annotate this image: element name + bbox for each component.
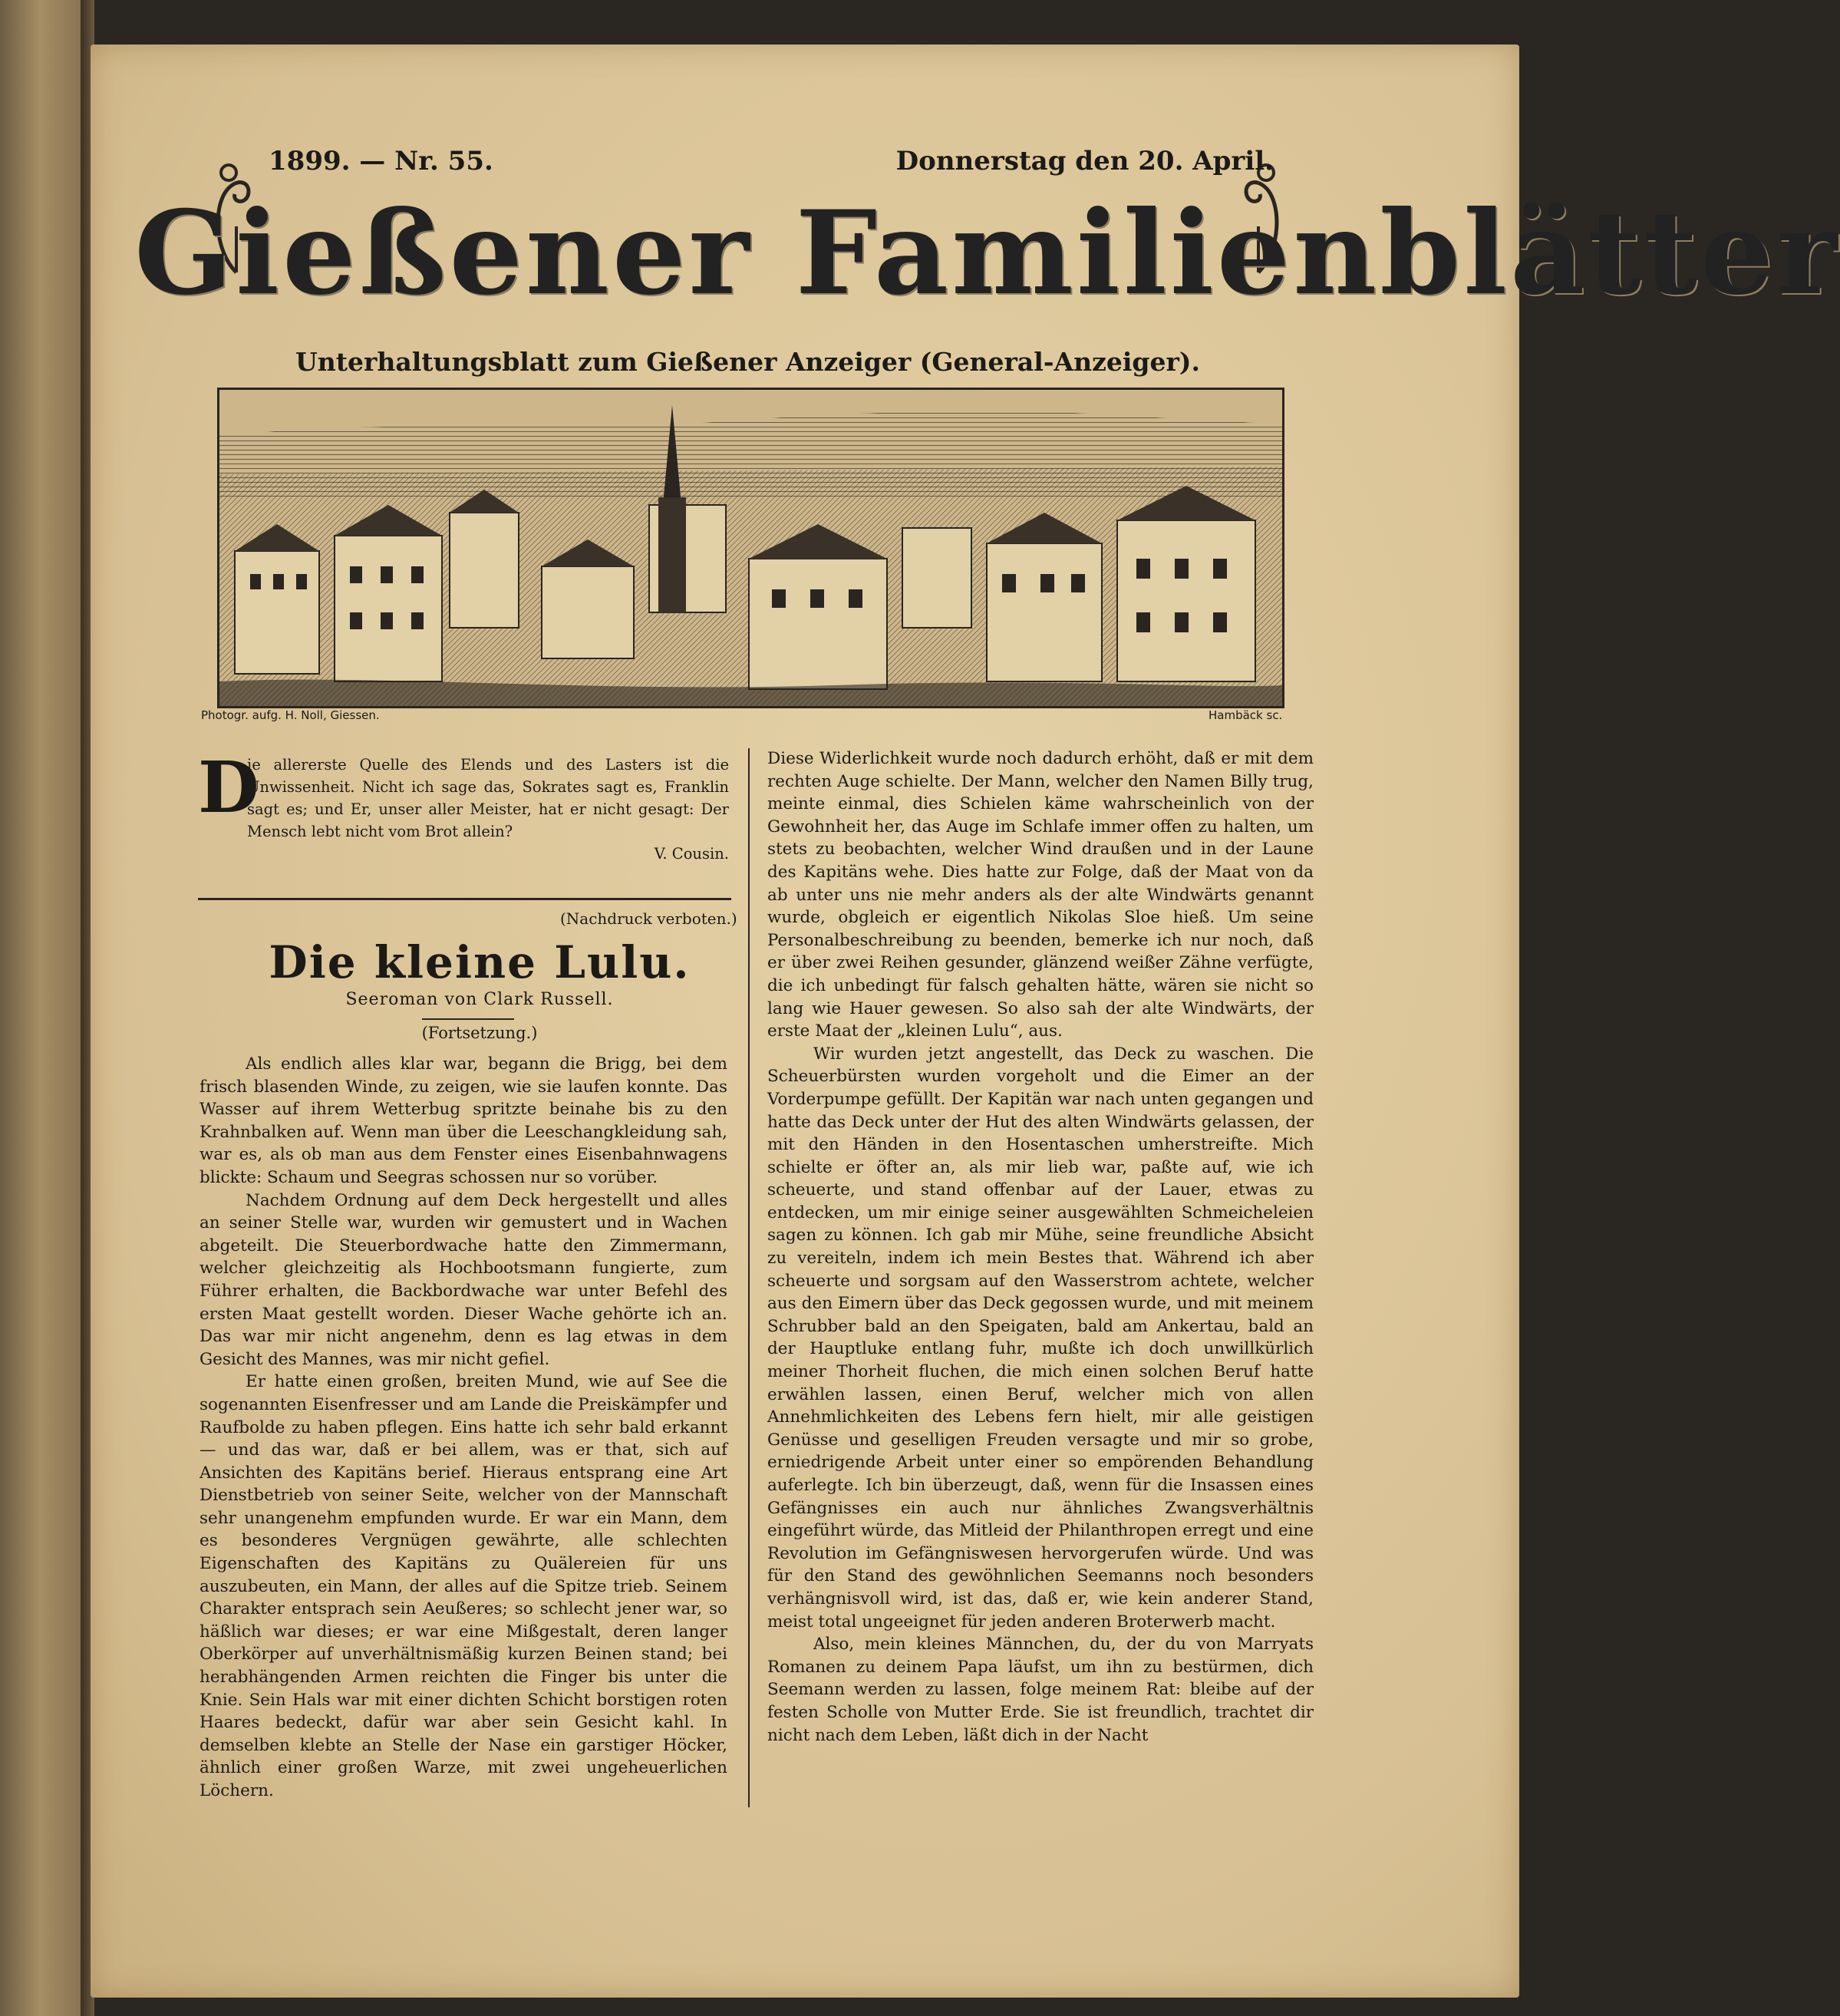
paragraph: Als endlich alles klar war, begann die Brigg, bei dem frisch blasenden Winde, zu zeigen, wie sie laufen konnte. Das Wasser auf ihrem Wetterbug spritzte beinahe bis zu den Krahnbalken auf. Wenn man über die Leeschangkleidung sah, war es, als ob man aus dem Fenster eines Eisenbahnwagens blickte: Schaum und Seegras schossen nur so vorüber. xyxy=(199,1054,727,1187)
quote-initial-letter: D xyxy=(198,746,259,829)
issue-date: Donnerstag den 20. April. xyxy=(895,146,1274,177)
quote-author: V. Cousin. xyxy=(654,845,729,863)
quote-bottom-rule xyxy=(198,898,731,900)
story-subtitle: Seeroman von Clark Russell. xyxy=(345,990,614,1009)
epigraph-quote xyxy=(198,746,729,865)
facing-page-edge xyxy=(0,0,81,2016)
issue-number: 1899. — Nr. 55. xyxy=(269,146,493,177)
title-separator xyxy=(422,1018,514,1020)
engraver-credit: Hambäck sc. xyxy=(1209,708,1283,722)
reprint-notice: (Nachdruck verboten.) xyxy=(560,909,737,928)
photo-credit: Photogr. aufg. H. Noll, Giessen. xyxy=(201,708,380,722)
paragraph: Also, mein kleines Männchen, du, der du von Marryats Romanen zu deinem Papa läufst, um ihn zu bestürmen, dich Seemann werden zu lassen, folge meinem Rat: bleibe auf der festen Scholle von Mutter Erde. Sie ist freundlich, trachtet dir nicht nach dem Leben, läßt dich in der Nacht xyxy=(767,1635,1314,1745)
newspaper-subtitle: Unterhaltungsblatt zum Gießener Anzeiger (General-Anzeiger). xyxy=(295,347,1200,377)
paragraph: Diese Widerlichkeit wurde noch dadurch erhöht, daß er mit dem rechten Auge schielte. Der Mann, welcher den Namen Billy trug, meinte einmal, dies Schielen käme wahrscheinlich von der Gewohnheit her, das Auge im Schlafe immer offen zu halten, um stets zu beobachten, welcher Wind draußen und in der Laune des Kapitäns wehe. Dies hatte zur Folge, daß der Maat von da ab unter uns nie mehr anders als der alte Windwärts genannt wurde, obgleich er eigentlich Nikolas Sloe hieß. Um seine Personalbeschreibung zu beenden, bemerke ich nur noch, daß er über zwei Reihen gesunder, glänzend weißer Zähne verfügte, die ich unbedingt für falsch gehalten hätte, wären sie nicht so lang wie Hauer gewesen. So also sah der alte Windwärts, der erste Maat der „kleinen Lulu“, aus. xyxy=(767,749,1314,1041)
quote-text: ie allererste Quelle des Elends und des Lasters ist die Unwissenheit. Nicht ich sage das, Sokrates sagt es, Franklin sagt es; und Er, unser aller Meister, hat er nicht gesagt: Der Mensch lebt nicht vom Brot allein? xyxy=(247,756,729,840)
newspaper-title: Gießener Familienblätter xyxy=(134,186,1840,321)
city-panorama-illustration xyxy=(217,388,1284,708)
paragraph: Er hatte einen großen, breiten Mund, wie auf See die sogenannten Eisenfresser und am Lande die Preiskämpfer und Raufbolde zu haben pflegen. Eins hatte ich sehr bald erkannt — und das war, daß er bei allem, was er that, sich auf Ansichten des Kapitäns berief. Hieraus entsprang eine Art Dienstbetrieb von seiner Seite, welcher von der Mannschaft sehr unangenehm empfunden wurde. Er war ein Mann, dem es besonderes Vergnügen gewährte, alle schlechten Eigenschaften des Kapitäns zu Quälereien für uns auszubeuten, ein Mann, der alles auf die Spitze trieb. Seinem Charakter entsprach sein Aeußeres; so schlecht jener war, so häßlich war dieses; er war eine Mißgestalt, deren langer Oberkörper auf unverhältnismäßig kurzen Beinen stand; bei herabhängenden Armen reichten die Finger bis unter die Knie. Sein Hals war mit einer dichten Schicht borstigen roten Haares bedeckt, dafür war aber sein Gesicht kahl. In demselben klebte an Stelle der Nase ein garstiger Höcker, ähnlich einer großen Warze, mit zwei ungeheuerlichen Löchern. xyxy=(199,1372,727,1800)
paragraph: Wir wurden jetzt angestellt, das Deck zu waschen. Die Scheuerbürsten wurden vorgeholt und die Eimer an der Vorderpumpe gefüllt. Der Kapitän war nach unten gegangen und hatte das Deck unter der Hut des alten Windwärts gelassen, der mit den Händen in den Hosentaschen umherstreifte. Mich schielte er öfter an, als mir lieb war, paßte auf, wie ich scheuerte, und stand offenbar auf der Lauer, etwas zu entdecken, um mir einige seiner ausgewählten Schmeicheleien sagen zu können. Ich gab mir Mühe, seine freundliche Absicht zu vereiteln, indem ich mein Bestes that. Während ich aber scheuerte und sorgsam auf den Wasserstrom achtete, welcher aus den Eimern über das Deck gegossen wurde, und mit meinem Schrubber bald an den Speigaten, bald am Ankertau, bald an der Hauptluke entlang fuhr, mußte ich doch unwillkürlich meiner Thorheit fluchen, die mich einen solchen Beruf hatte erwählen lassen, einen Beruf, welcher mich von allen Annehmlichkeiten des Lebens fern hielt, mir alle geistigen Genüsse und geselligen Freuden versagte und mir so grobe, erniedrigende Arbeit unter einer so empörenden Behandlung auferlegte. Ich bin überzeugt, daß, wenn für die Insassen eines Gefängnisses ein auch nur ähnliches Zwangsverhältnis eingeführt würde, das Mitleid der Philanthropen erregt und eine Revolution im Gefängniswesen hervorgerufen würde. Und was für den Stand des gewöhnlichen Seemanns noch besonders verhängnisvoll wird, ist das, daß er, wie kein anderer Stand, meist total ungeeignet für jeden anderen Broterwerb macht. xyxy=(767,1044,1314,1632)
paragraph: Nachdem Ordnung auf dem Deck hergestellt und alles an seiner Stelle war, wurden wir gemustert und in Wachen abgeteilt. Die Steuerbordwache hatte den Zimmermann, welcher gleichzeitig als Hochbootsmann fungierte, zum Führer erhalten, die Backbordwache war unter Befehl des ersten Maat gestellt worden. Dieser Wache gehörte ich an. Das war mir nicht angenehm, denn es lag etwas in dem Gesicht des Mannes, was mir nicht gefiel. xyxy=(199,1190,727,1369)
column-divider xyxy=(748,748,750,1807)
left-column-text xyxy=(199,1053,727,1803)
story-title: Die kleine Lulu. xyxy=(269,936,691,988)
continuation-note: (Fortsetzung.) xyxy=(421,1024,538,1042)
right-column-text xyxy=(767,747,1314,1747)
